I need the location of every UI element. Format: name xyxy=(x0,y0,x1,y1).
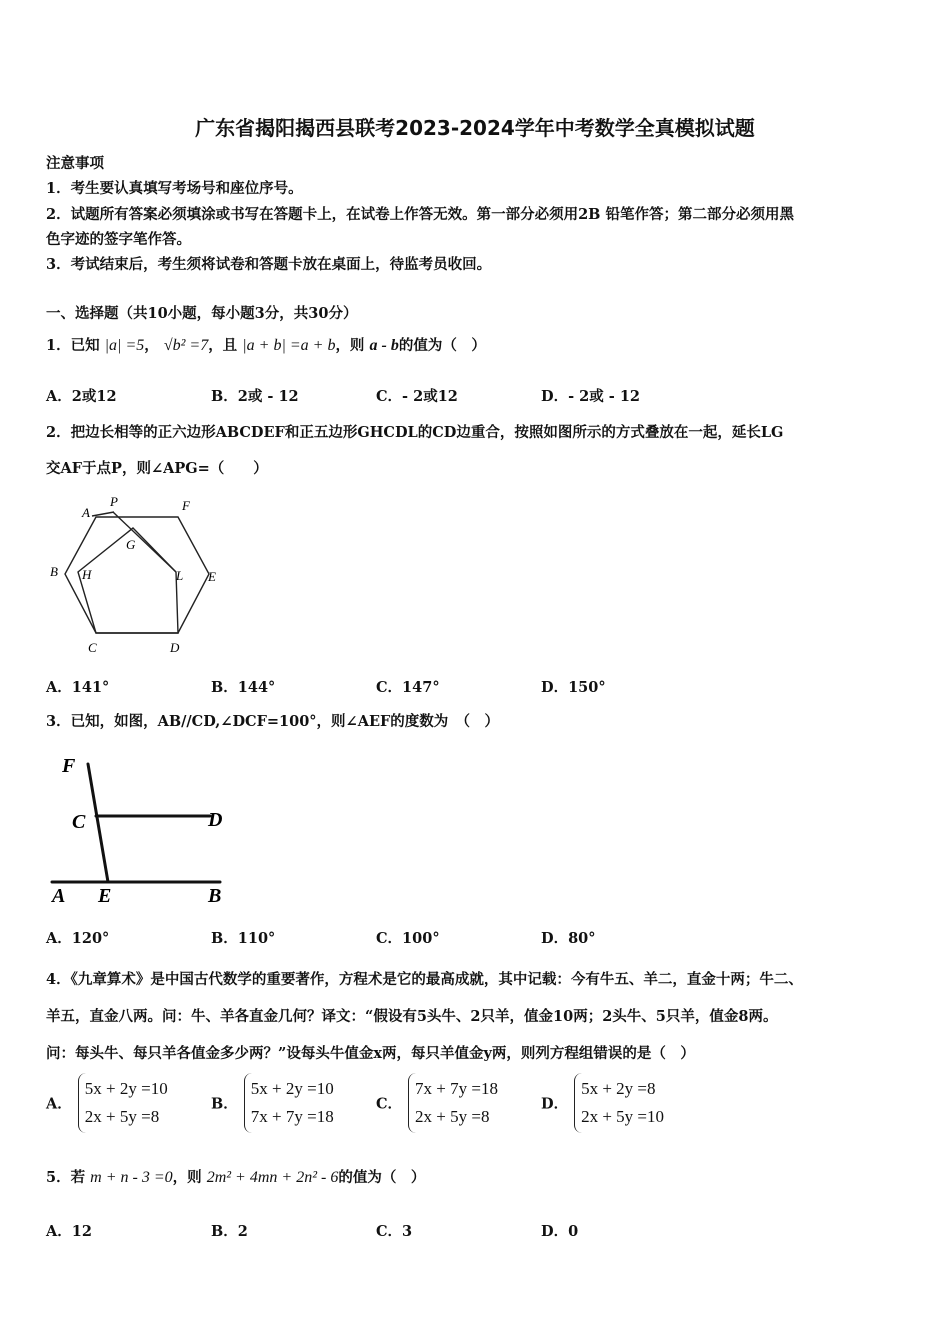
q5-option-b[interactable]: B．2 xyxy=(211,1223,248,1240)
question-5 xyxy=(46,1166,425,1187)
label-f: F xyxy=(182,498,190,513)
question-4-line3: 问：每头牛、每只羊各值金多少两？”设每头牛值金x两，每只羊值金y两，则列方程组错误的是（ ） xyxy=(46,1045,695,1062)
q5-option-c[interactable]: C．3 xyxy=(376,1223,413,1240)
q5-sep: ，则 xyxy=(172,1169,202,1186)
q5-math-condition: m + n - 3 =0 xyxy=(90,1169,173,1186)
q2-option-d[interactable]: D．150° xyxy=(541,679,606,696)
equation-system: 7x + 7y =18 2x + 5y =8 xyxy=(408,1073,498,1133)
q1-sep: ， xyxy=(144,337,159,354)
q2-option-c[interactable]: C．147° xyxy=(376,679,440,696)
label-p: P xyxy=(110,494,118,509)
q5-math-expression: 2m² + 4mn + 2n² - 6 xyxy=(206,1169,339,1186)
equation-system: 5x + 2y =10 7x + 7y =18 xyxy=(244,1073,334,1133)
label-a: A xyxy=(82,505,90,520)
notice-item: 2．试题所有答案必须填涂或书写在答题卡上，在试卷上作答无效。第一部分必须用2B 铅笔作答；第二部分必须用黑 xyxy=(46,206,794,223)
q1-math-sqrt-b: √b² =7 xyxy=(163,337,209,354)
label-c: C xyxy=(88,640,97,655)
label-a: A xyxy=(52,885,66,907)
label-l: L xyxy=(176,568,184,583)
notice-item: 3．考试结束后，考生须将试卷和答题卡放在桌面上，待监考员收回。 xyxy=(46,256,492,273)
notice-item: 1．考生要认真填写考场号和座位序号。 xyxy=(46,180,303,197)
page-title: 广东省揭阳揭西县联考2023-2024学年中考数学全真模拟试题 xyxy=(195,116,755,140)
q1-num: 1．已知 xyxy=(46,337,100,354)
q1-tail: 的值为（ ） xyxy=(398,337,486,354)
section-heading: 一、选择题（共10小题，每小题3分，共30分） xyxy=(46,305,358,322)
question-2-line2: 交AF于点P，则∠APG=（ ） xyxy=(46,460,268,477)
line-ap-extension xyxy=(92,512,114,516)
q3-option-b[interactable]: B．110° xyxy=(211,930,276,947)
question-4-line2: 羊五，直金八两。问：牛、羊各直金几何？译文：“假设有5头牛、2只羊，值金10两；2头牛、5只羊，值金8两。 xyxy=(46,1008,778,1025)
equation-system: 5x + 2y =8 2x + 5y =10 xyxy=(574,1073,664,1133)
q1-option-d[interactable]: D．- 2或 - 12 xyxy=(541,388,641,405)
q4-option-c[interactable]: C． 7x + 7y =18 2x + 5y =8 xyxy=(376,1073,498,1133)
q3-option-c[interactable]: C．100° xyxy=(376,930,440,947)
label-d: D xyxy=(170,640,180,655)
q1-sep: ，且 xyxy=(208,337,238,354)
question-1 xyxy=(46,334,486,355)
equation-system: 5x + 2y =10 2x + 5y =8 xyxy=(78,1073,168,1133)
q3-parallel-lines-figure xyxy=(44,740,234,910)
q1-option-a[interactable]: A．2或12 xyxy=(46,388,117,405)
question-3: 3．已知，如图，AB//CD,∠DCF=100°，则∠AEF的度数为 （ ） xyxy=(46,713,500,730)
q5-option-d[interactable]: D．0 xyxy=(541,1223,579,1240)
notice-item: 色字迹的签字笔作答。 xyxy=(46,231,191,248)
q1-sep: ，则 xyxy=(335,337,365,354)
q1-math-diff: a - b xyxy=(369,337,399,354)
q2-option-b[interactable]: B．144° xyxy=(211,679,276,696)
label-h: H xyxy=(82,567,92,582)
question-2-line1: 2．把边长相等的正六边形ABCDEF和正五边形GHCDL的CD边重合，按照如图所示的方式叠放在一起，延长LG xyxy=(46,424,784,441)
q1-math-abs-a: |a| =5 xyxy=(104,337,145,354)
q3-option-d[interactable]: D．80° xyxy=(541,930,596,947)
q4-option-d[interactable]: D． 5x + 2y =8 2x + 5y =10 xyxy=(541,1073,664,1133)
label-b: B xyxy=(50,564,58,579)
q1-option-c[interactable]: C．- 2或12 xyxy=(376,388,458,405)
line-ef xyxy=(88,764,108,882)
q3-option-a[interactable]: A．120° xyxy=(46,930,110,947)
label-e: E xyxy=(208,569,216,584)
label-f: F xyxy=(62,755,76,777)
q4-option-b[interactable]: B． 5x + 2y =10 7x + 7y =18 xyxy=(211,1073,334,1133)
q1-option-b[interactable]: B．2或 - 12 xyxy=(211,388,299,405)
q4-option-a[interactable]: A． 5x + 2y =10 2x + 5y =8 xyxy=(46,1073,168,1133)
line-lp xyxy=(113,512,176,572)
question-4-line1: 4．《九章算术》是中国古代数学的重要著作，方程术是它的最高成就，其中记载：今有牛五、羊二，直金十两；牛二、 xyxy=(46,971,803,988)
label-e: E xyxy=(98,885,112,907)
notice-heading: 注意事项 xyxy=(46,155,104,172)
q2-hexagon-pentagon-figure xyxy=(44,490,234,658)
q5-option-a[interactable]: A．12 xyxy=(46,1223,92,1240)
q5-tail: 的值为（ ） xyxy=(338,1169,426,1186)
label-c: C xyxy=(72,811,86,833)
q1-math-abs-sum: |a + b| =a + b xyxy=(242,337,336,354)
q5-num: 5．若 xyxy=(46,1169,86,1186)
label-d: D xyxy=(208,809,223,831)
q2-option-a[interactable]: A．141° xyxy=(46,679,110,696)
label-b: B xyxy=(208,885,222,907)
label-g: G xyxy=(126,537,136,552)
